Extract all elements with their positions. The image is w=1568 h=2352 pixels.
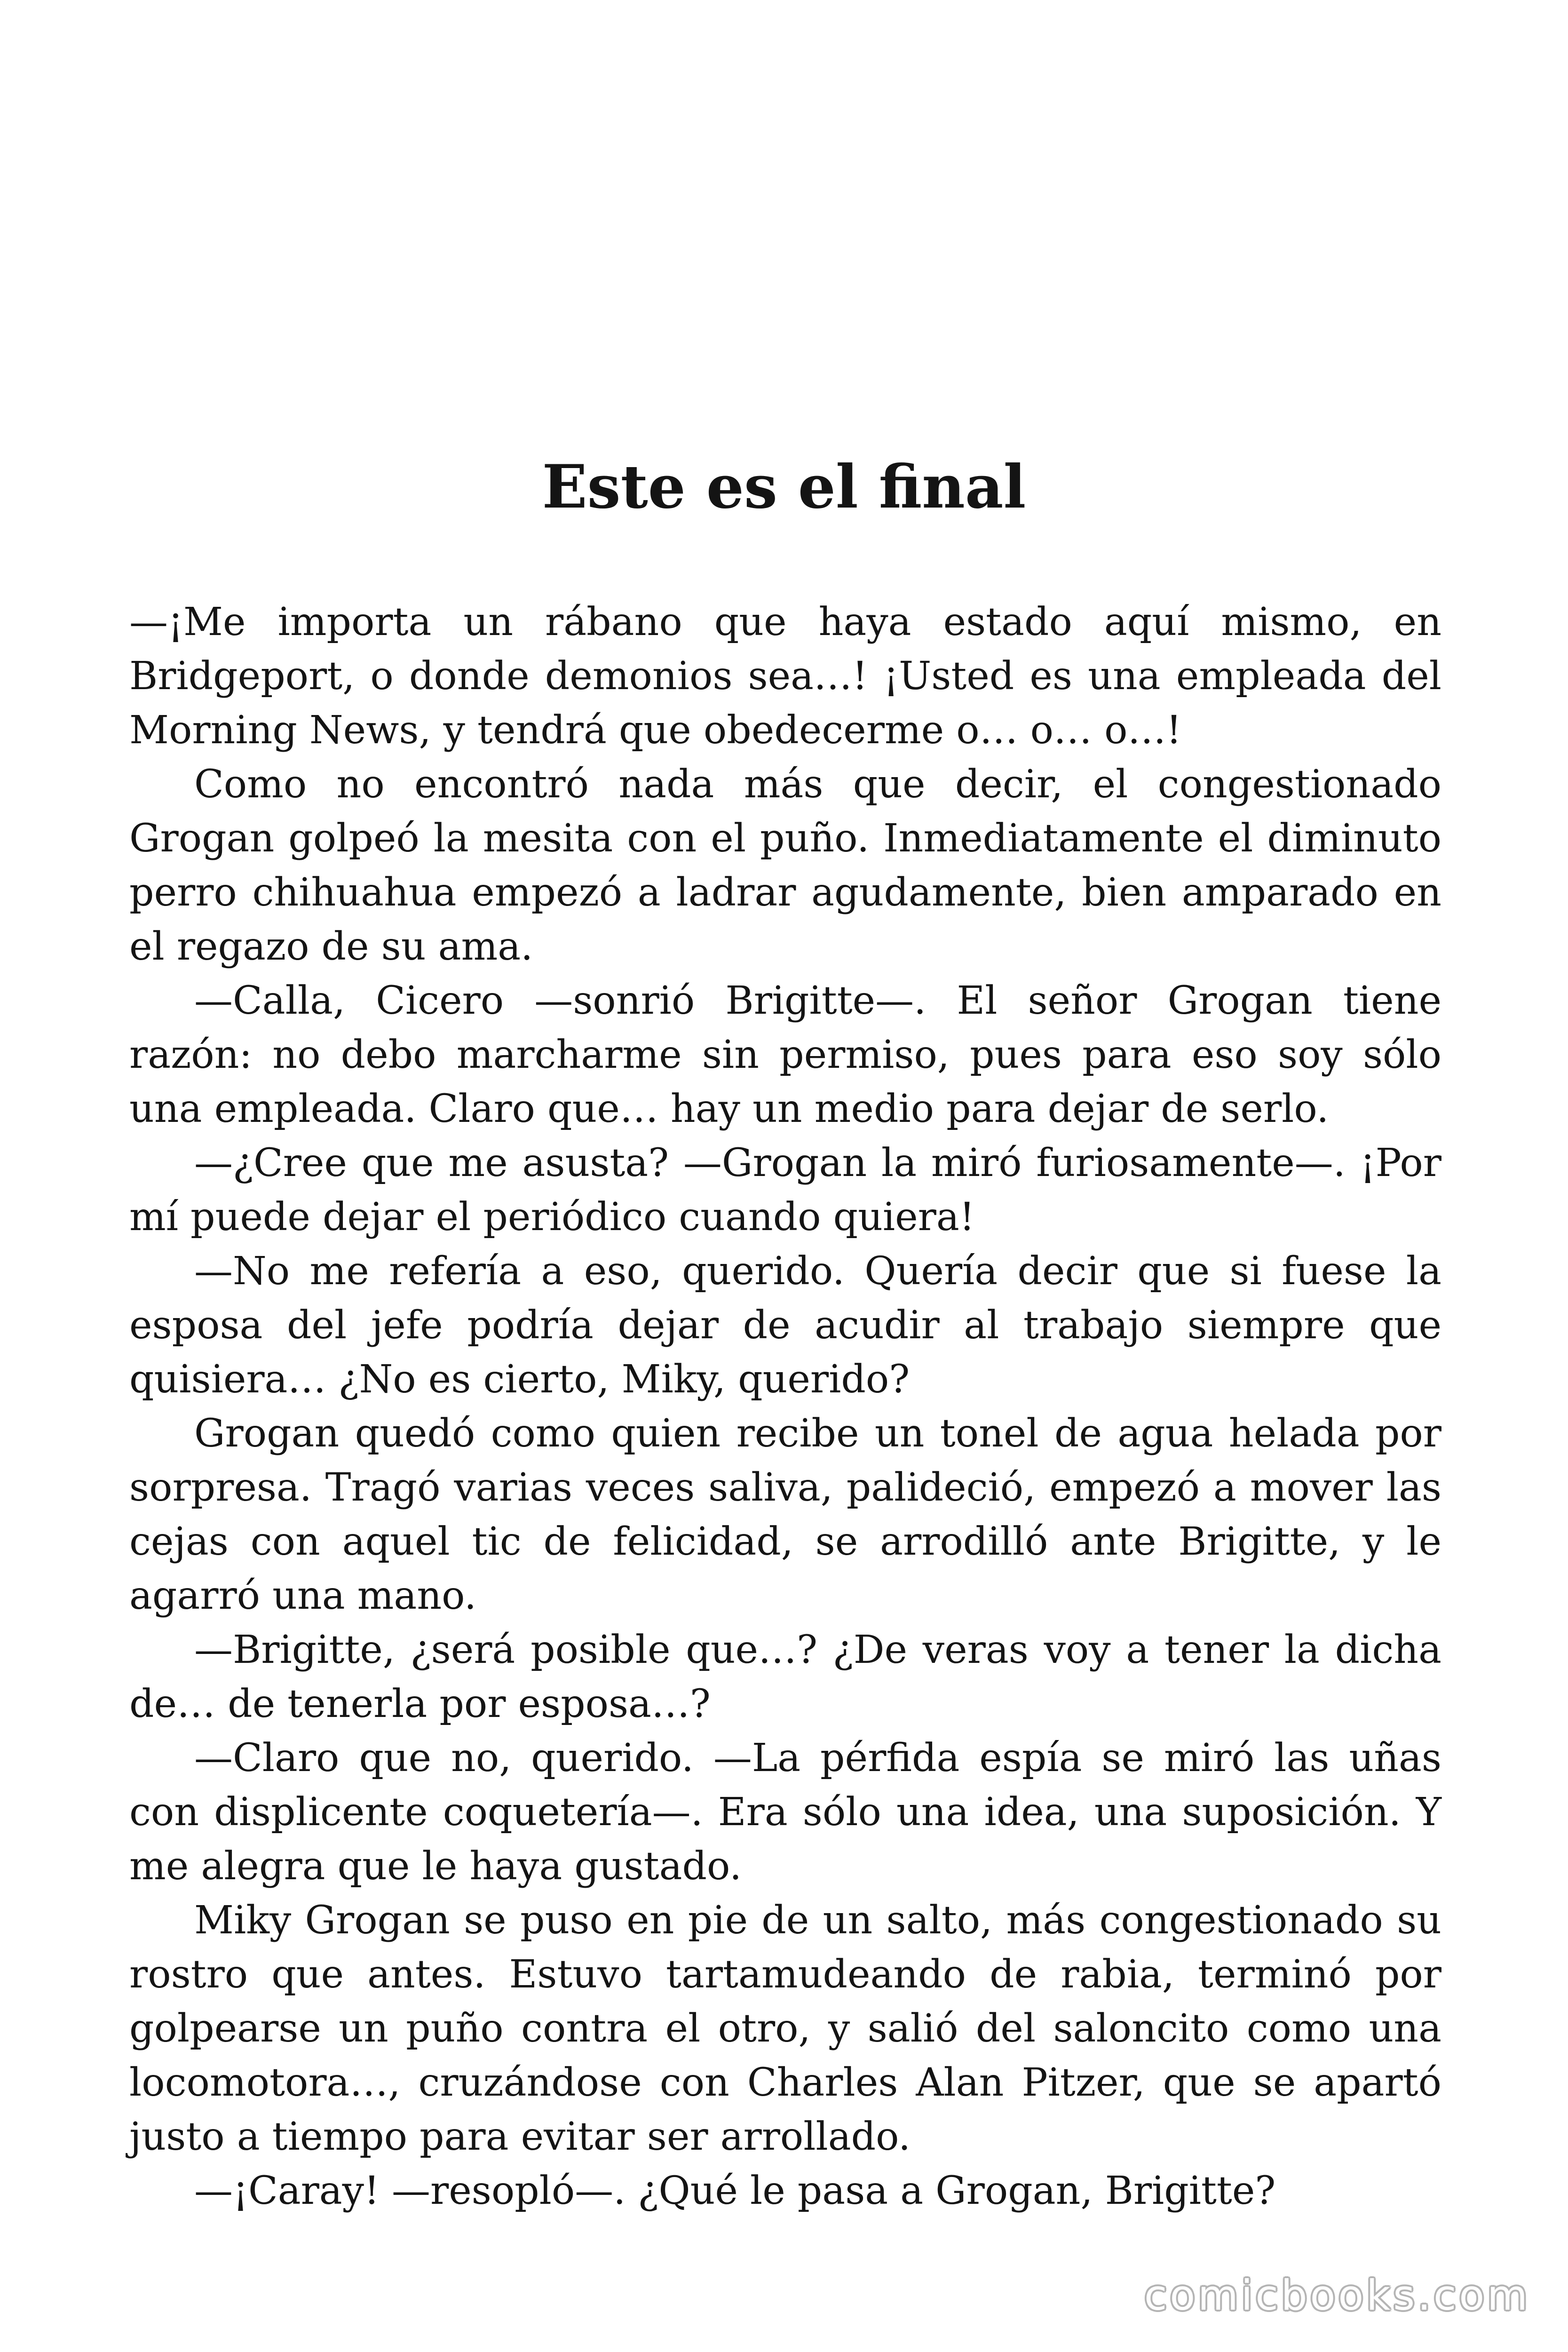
paragraph: —¡Me importa un rábano que haya estado aquí mismo, en Bridgeport, o donde demonios sea…! ¡Usted es una empleada del Morning News, y tendrá que obedecerme o… o… o…! <box>129 600 1441 753</box>
paragraph: —¿Cree que me asusta? —Grogan la miró furiosamente—. ¡Por mí puede dejar el periódico cuando quiera! <box>129 1141 1441 1240</box>
paragraph: —Claro que no, querido. —La pérfida espía se miró las uñas con displicente coquetería—. Era sólo una idea, una suposición. Y me alegra que le haya gustado. <box>129 1736 1441 1889</box>
paragraph: —Calla, Cicero —sonrió Brigitte—. El señor Grogan tiene razón: no debo marcharme sin permiso, pues para eso soy sólo una empleada. Claro que… hay un medio para dejar de serlo. <box>129 978 1441 1131</box>
paragraph: Como no encontró nada más que decir, el congestionado Grogan golpeó la mesita con el puño. Inmediatamente el diminuto perro chihuahua empezó a ladrar agudamente, bien amparado en el regazo de su ama. <box>129 762 1441 969</box>
paragraph: —Brigitte, ¿será posible que…? ¿De veras voy a tener la dicha de… de tenerla por esposa…? <box>129 1628 1441 1726</box>
chapter-title: Este es el final <box>542 452 1026 522</box>
paragraph: —No me refería a eso, querido. Quería decir que si fuese la esposa del jefe podría dejar de acudir al trabajo siempre que quisiera… ¿No es cierto, Miky, querido? <box>129 1249 1441 1402</box>
chapter-body <box>129 595 1441 2218</box>
watermark: comicbooks.com <box>1144 2271 1530 2320</box>
paragraph: Grogan quedó como quien recibe un tonel de agua helada por sorpresa. Tragó varias veces saliva, palideció, empezó a mover las cejas con aquel tic de felicidad, se arrodilló ante Brigitte, y le agarró una mano. <box>129 1411 1441 1618</box>
paragraph: —¡Caray! —resopló—. ¿Qué le pasa a Grogan, Brigitte? <box>194 2169 1276 2213</box>
paragraph: Miky Grogan se puso en pie de un salto, más congestionado su rostro que antes. Estuvo tartamudeando de rabia, terminó por golpearse un puño contra el otro, y salió del saloncito como una locomotora…, cruzándose con Charles Alan Pitzer, que se apartó justo a tiempo para evitar ser arrollado. <box>129 1898 1441 2159</box>
